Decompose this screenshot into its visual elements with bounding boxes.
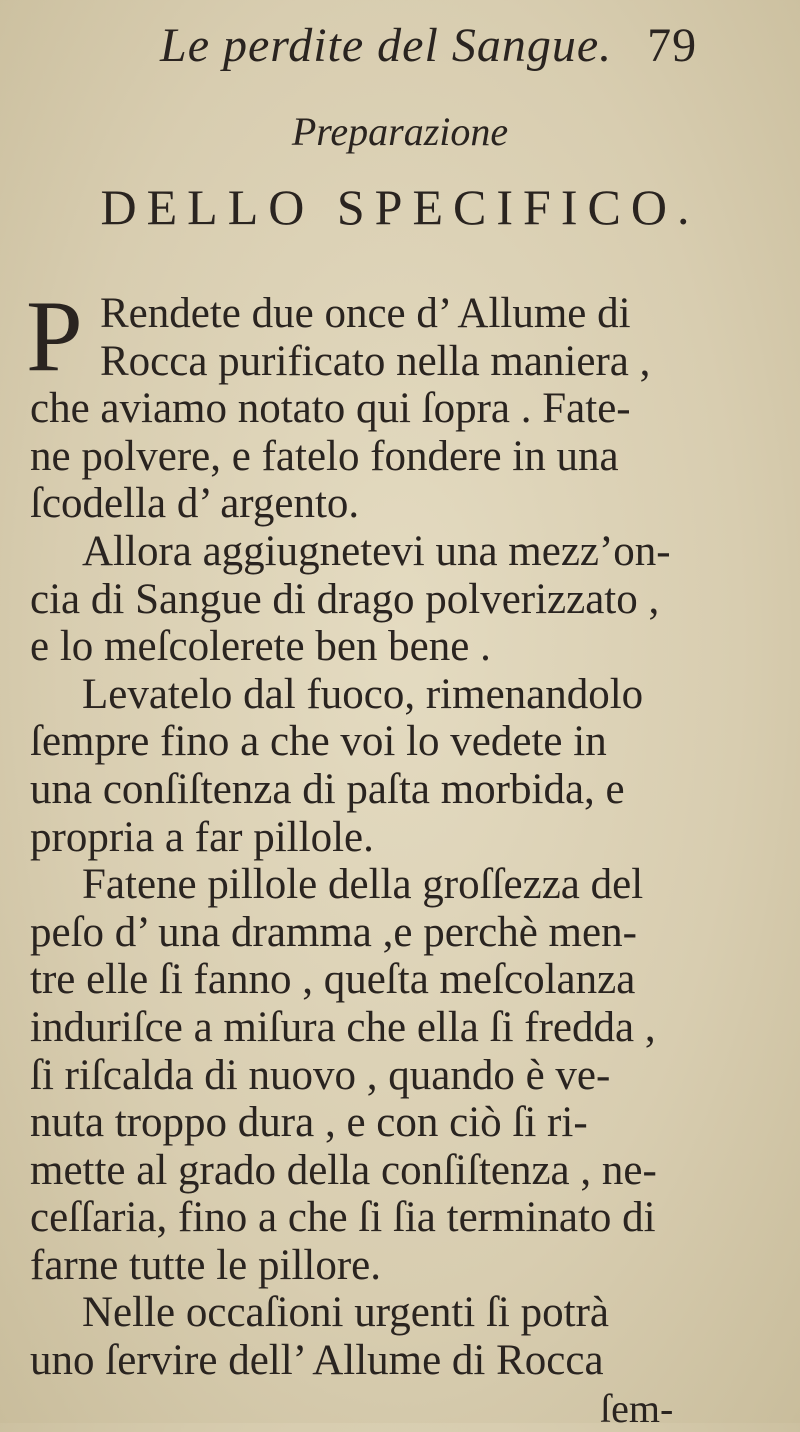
drop-cap: P xyxy=(26,280,83,393)
text-line: Levatelo dal fuoco, rimenandolo xyxy=(82,670,644,718)
text-line: che aviamo notato qui ſopra . Fate- xyxy=(30,385,631,433)
text-line: Fatene pillole della groſſezza del xyxy=(82,861,644,909)
running-head xyxy=(160,18,720,73)
text-line: Allora aggiugnetevi una mezz’on- xyxy=(82,527,671,575)
text-line: propria a far pillole. xyxy=(30,813,374,861)
page-number: 79 xyxy=(647,19,698,72)
text-line: Nelle occaſioni urgenti ſi potrà xyxy=(82,1289,609,1337)
text-line: e lo meſcolerete ben bene . xyxy=(30,623,491,671)
text-line: Rocca purificato nella maniera , xyxy=(100,337,651,385)
text-line: cia di Sangue di drago polverizzato , xyxy=(30,575,660,623)
section-subheading: Preparazione xyxy=(291,109,509,154)
catchword: ſem- xyxy=(600,1386,674,1431)
text-line: induriſce a miſura che ella ſi fredda , xyxy=(30,1003,656,1051)
text-line: ceſſaria, fino a che ſi ſia terminato di xyxy=(30,1194,656,1242)
body-text xyxy=(26,280,770,1385)
text-line: ſi riſcalda di nuovo , quando è ve- xyxy=(30,1051,611,1099)
text-line: Rendete due once d’ Allume di xyxy=(100,290,631,337)
text-line: ne polvere, e fatelo fondere in una xyxy=(30,432,619,480)
running-head-title: Le perdite del Sangue. xyxy=(160,19,613,72)
text-line: peſo d’ una dramma ,e perchè men- xyxy=(30,908,637,956)
section-heading: DELLO SPECIFICO. xyxy=(100,179,700,235)
text-line: uno ſervire dell’ Allume di Rocca xyxy=(30,1337,604,1385)
text-line: tre elle ſi fanno , queſta meſcolanza xyxy=(30,956,636,1004)
text-line: farne tutte le pillore. xyxy=(30,1241,382,1289)
text-line: ſcodella d’ argento. xyxy=(30,480,360,528)
text-line: nuta troppo dura , e con ciò ſi ri- xyxy=(30,1099,588,1147)
text-line: mette al grado della conſiſtenza , ne- xyxy=(30,1146,657,1194)
text-line: una conſiſtenza di paſta morbida, e xyxy=(30,765,625,813)
text-line: ſempre fino a che voi lo vedete in xyxy=(30,718,607,766)
